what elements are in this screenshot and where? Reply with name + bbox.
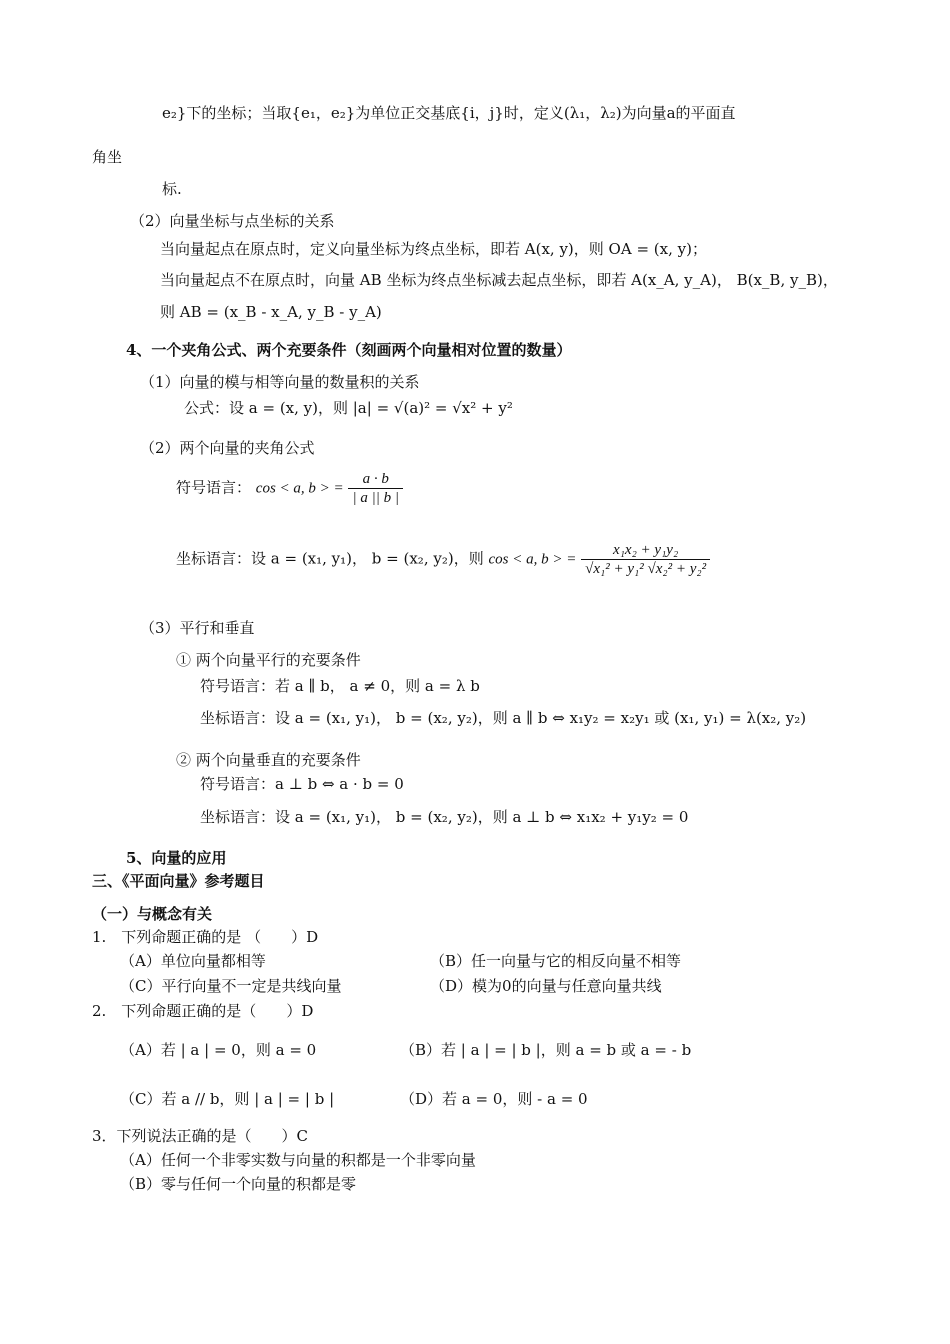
parallel-perp-heading: （3）平行和垂直: [140, 619, 255, 637]
parallel-coord: 坐标语言：设 a = (x₁, y₁)， b = (x₂, y₂)，则 a ∥ b ⇔ x₁y₂ = x₂y₁ 或 (x₁, y₁) = λ(x₂, y₂): [200, 709, 807, 727]
relation-general-line: 当向量起点不在原点时，向量 AB 坐标为终点坐标减去起点坐标，即若 A(x_A, y_A)， B(x_B, y_B)，: [160, 271, 838, 289]
question-1-option-d: （D）模为0的向量与任意向量共线: [430, 977, 662, 995]
concept-subheading: （一）与概念有关: [92, 905, 213, 923]
angle-coord-formula: [176, 541, 710, 578]
relation-origin-line: 当向量起点在原点时，定义向量坐标为终点坐标，即若 A(x, y)，则 OA = (x, y)；: [160, 240, 707, 258]
parallel-title: ① 两个向量平行的充要条件: [176, 651, 361, 669]
section5-heading: 5、向量的应用: [126, 849, 227, 867]
angle-coord-numerator: x₁x₂ + y₁y₂: [581, 541, 710, 560]
parallel-symbol: 符号语言：若 a ∥ b， a ≠ 0，则 a = λ b: [200, 677, 480, 695]
question-2-option-a: （A）若 | a | = 0，则 a = 0: [120, 1041, 317, 1059]
coord-definition-line: e₂}下的坐标；当取{e₁，e₂}为单位正交基底{i，j}时，定义(λ₁，λ₂)为向量a的平面直: [162, 104, 736, 122]
question-1-option-c: （C）平行向量不一定是共线向量: [120, 977, 342, 995]
perp-title: ② 两个向量垂直的充要条件: [176, 751, 361, 769]
angle-symbol-label: 符号语言：: [176, 478, 252, 497]
question-3-option-a: （A）任何一个非零实数与向量的积都是一个非零向量: [120, 1151, 476, 1169]
part3-heading: 三、《平面向量》参考题目: [92, 872, 265, 890]
angle-coord-fraction: [581, 541, 710, 578]
question-2: 2. 下列命题正确的是（ ）D: [92, 1002, 314, 1020]
question-2-option-c: （C）若 a // b，则 | a | = | b |: [120, 1090, 335, 1108]
angle-symbol-fraction: [348, 470, 403, 507]
question-2-option-d: （D）若 a = 0，则 - a = 0: [400, 1090, 588, 1108]
angle-coord-lhs: cos < a, b > =: [488, 551, 577, 568]
question-1-option-b: （B）任一向量与它的相反向量不相等: [430, 952, 682, 970]
question-2-option-b: （B）若 | a | = | b |，则 a = b 或 a = - b: [400, 1041, 692, 1059]
relation-heading: （2）向量坐标与点坐标的关系: [130, 212, 335, 230]
angle-coord-denominator: √x₁² + y₁² √x₂² + y₂²: [585, 561, 707, 577]
angle-heading: （2）两个向量的夹角公式: [140, 439, 315, 457]
angle-coord-label: 坐标语言：设 a = (x₁, y₁)， b = (x₂, y₂)，则: [176, 549, 484, 568]
angle-symbol-denominator: | a || b |: [352, 490, 399, 506]
question-3: 3．下列说法正确的是（ ）C: [92, 1127, 309, 1145]
angle-symbol-lhs: cos < a, b > =: [255, 480, 344, 497]
perp-coord: 坐标语言：设 a = (x₁, y₁)， b = (x₂, y₂)，则 a ⊥ b ⇔ x₁x₂ + y₁y₂ = 0: [200, 808, 689, 826]
perp-symbol: 符号语言：a ⊥ b ⇔ a · b = 0: [200, 775, 404, 793]
angle-symbol-formula: [176, 470, 403, 507]
coord-definition-wrap: 角坐: [92, 148, 123, 166]
section4-heading: 4、一个夹角公式、两个充要条件（刻画两个向量相对位置的数量）: [126, 341, 572, 359]
modulus-heading: （1）向量的模与相等向量的数量积的关系: [140, 373, 420, 391]
coord-definition-end: 标.: [162, 180, 182, 198]
question-1: 1. 下列命题正确的是 （ ）D: [92, 928, 319, 946]
question-1-option-a: （A）单位向量都相等: [120, 952, 266, 970]
modulus-formula: 公式：设 a = (x, y)，则 |a| = √(a)² = √x² + y²: [184, 399, 513, 417]
question-3-option-b: （B）零与任何一个向量的积都是零: [120, 1175, 357, 1193]
angle-symbol-numerator: a · b: [348, 470, 403, 489]
relation-ab-formula: 则 AB = (x_B - x_A, y_B - y_A): [160, 303, 382, 321]
